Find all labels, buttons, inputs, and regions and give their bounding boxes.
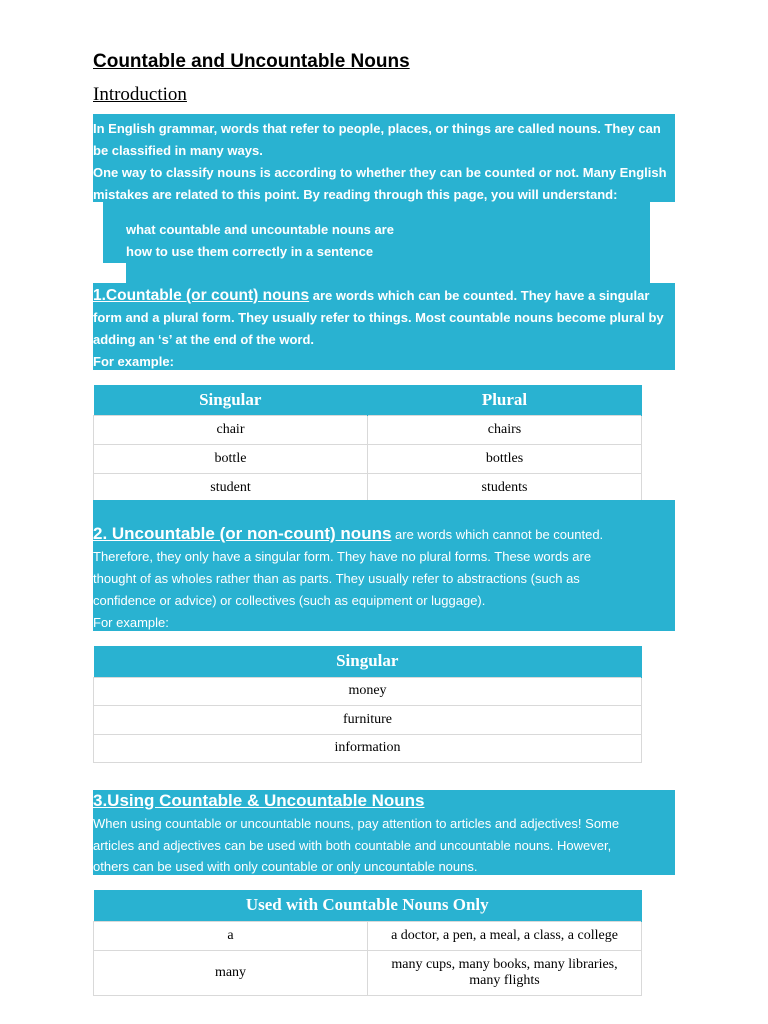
section3-title: 3.Using Countable & Uncountable Nouns: [93, 791, 425, 810]
table-header-row: [94, 646, 642, 677]
uncountable-nouns-table: [93, 646, 642, 763]
countable-nouns-table: [93, 385, 642, 503]
section1-line: adding an ‘s’ at the end of the word.: [93, 332, 315, 347]
intro-line: In English grammar, words that refer to people, places, or things are called nouns. They can: [93, 121, 661, 136]
table-header-row: [94, 890, 642, 921]
table-header-countable-only: Used with Countable Nouns Only: [94, 890, 642, 921]
section1-line: For example:: [93, 354, 174, 369]
section3-line: When using countable or uncountable nouns, pay attention to articles and adjectives! Some: [93, 816, 620, 831]
table-cell: [368, 950, 642, 995]
intro-line: One way to classify nouns is according to whether they can be counted or not. Many English: [93, 165, 667, 180]
table-cell: students: [368, 473, 642, 502]
table-cell: many: [94, 950, 368, 995]
section2-line: For example:: [93, 615, 169, 630]
intro-line: mistakes are related to this point. By reading through this page, you will understand:: [93, 187, 618, 202]
section2-block: [93, 500, 675, 631]
table-row: [94, 415, 642, 444]
table-header-row: [94, 385, 642, 415]
table-cell: student: [94, 473, 368, 502]
section1-block: [93, 283, 675, 370]
column-header-singular: Singular: [94, 385, 368, 415]
table-row: [94, 921, 642, 950]
section3-title-line: [93, 790, 425, 813]
table-cell: a doctor, a pen, a meal, a class, a college: [368, 921, 642, 950]
section2-line: Therefore, they only have a singular form. They have no plural forms. These words are: [93, 549, 592, 564]
section2-line: thought of as wholes rather than as parts. They usually refer to abstractions (such as: [93, 571, 580, 586]
section2-title: 2. Uncountable (or non-count) nouns: [93, 524, 392, 543]
bullet-icon: [96, 228, 101, 233]
section3-line: articles and adjectives can be used with both countable and uncountable nouns. However,: [93, 838, 612, 853]
section3-line: others can be used with only countable or only uncountable nouns.: [93, 859, 478, 874]
table-row: [94, 444, 642, 473]
introduction-heading: Introduction: [93, 84, 187, 105]
table-cell: money: [94, 677, 642, 705]
table-cell: bottles: [368, 444, 642, 473]
document-title: Countable and Uncountable Nouns: [93, 51, 410, 72]
bullet-list-items: what countable and uncountable nouns are how to use them correctly in a sentence: [94, 219, 654, 263]
table-cell-line: many cups, many books, many libraries,: [391, 956, 618, 972]
table-row: [94, 734, 642, 762]
table-cell-line: many flights: [469, 972, 540, 988]
table-cell: bottle: [94, 444, 368, 473]
section1-first-line: 1.Countable (or count) nouns are words which can be counted. They have a singular: [93, 287, 650, 304]
bullet-list-bottom-strip: [126, 263, 650, 283]
table-cell: information: [94, 734, 642, 762]
table-cell: a: [94, 921, 368, 950]
table-row: [94, 705, 642, 734]
column-header-singular: Singular: [94, 646, 642, 677]
table-row: [94, 473, 642, 502]
section1-line: form and a plural form. They usually refer to things. Most countable nouns become plural by: [93, 310, 664, 325]
section2-first-line: 2. Uncountable (or non-count) nouns are words which cannot be counted.: [93, 524, 604, 543]
intro-line: be classified in many ways.: [93, 143, 263, 158]
countable-only-table: [93, 890, 642, 996]
table-cell: chair: [94, 415, 368, 444]
column-header-plural: Plural: [368, 385, 642, 415]
section3-block: [93, 790, 675, 875]
table-cell: furniture: [94, 705, 642, 734]
table-cell: chairs: [368, 415, 642, 444]
table-row: [94, 950, 642, 995]
section1-title: 1.Countable (or count) nouns: [93, 287, 310, 304]
section2-line: confidence or advice) or collectives (such as equipment or luggage).: [93, 593, 486, 608]
bullet-icon: [96, 250, 101, 255]
intro-paragraph-block: [93, 114, 675, 202]
table-row: [94, 677, 642, 705]
